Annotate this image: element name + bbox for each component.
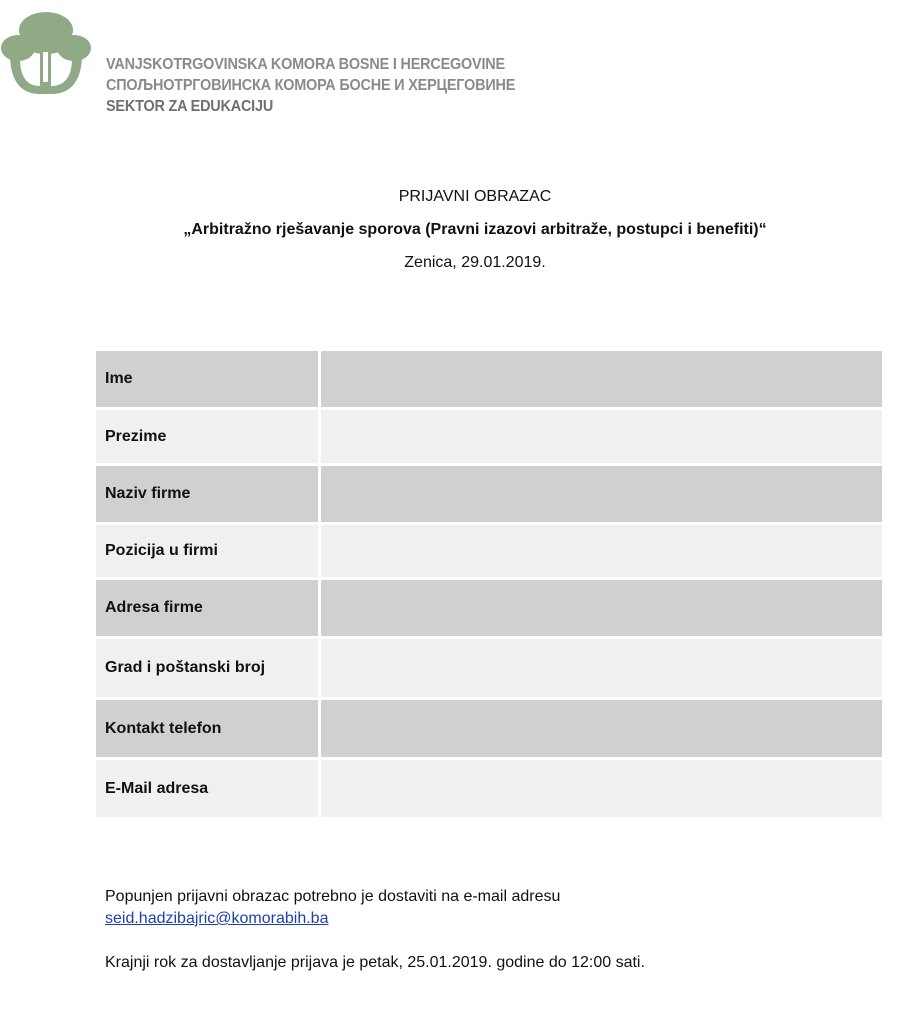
submission-instructions xyxy=(105,886,865,974)
org-sector: SEKTOR ZA EDUKACIJU xyxy=(106,98,274,115)
chamber-logo-icon xyxy=(0,8,92,100)
instruction-text: Popunjen prijavni obrazac potrebno je dostaviti na e-mail adresu xyxy=(105,888,561,905)
field-label: Ime xyxy=(96,351,321,407)
organization-name xyxy=(106,54,515,117)
field-input-prezime[interactable] xyxy=(321,410,882,463)
title-block xyxy=(0,186,900,274)
form-row-kontakt-telefon xyxy=(96,700,882,760)
form-row-naziv-firme xyxy=(96,466,882,525)
field-input-grad[interactable] xyxy=(321,639,882,697)
form-row-email xyxy=(96,760,882,820)
form-title: PRIJAVNI OBRAZAC xyxy=(398,188,552,205)
form-row-adresa-firme xyxy=(96,580,882,639)
field-label: Grad i poštanski broj xyxy=(96,639,321,697)
field-label: Adresa firme xyxy=(96,580,321,636)
field-label: Prezime xyxy=(96,410,321,463)
field-input-email[interactable] xyxy=(321,760,882,817)
org-name-cyrillic: СПОЉНОТРГОВИНСКА КОМОРА БОСНЕ И ХЕРЦЕГОВИНЕ xyxy=(106,77,516,94)
field-label: Naziv firme xyxy=(96,466,321,522)
email-link[interactable]: seid.hadzibajric@komorabih.ba xyxy=(105,910,329,927)
field-input-kontakt-telefon[interactable] xyxy=(321,700,882,757)
field-label: Pozicija u firmi xyxy=(96,525,321,577)
form-row-grad xyxy=(96,639,882,700)
event-place-date: Zenica, 29.01.2019. xyxy=(404,254,546,271)
field-input-adresa-firme[interactable] xyxy=(321,580,882,636)
field-input-ime[interactable] xyxy=(321,351,882,407)
field-input-pozicija[interactable] xyxy=(321,525,882,577)
org-name-latin: VANJSKOTRGOVINSKA KOMORA BOSNE I HERCEGOVINE xyxy=(106,56,505,73)
form-row-prezime xyxy=(96,410,882,466)
field-label: Kontakt telefon xyxy=(96,700,321,757)
event-title: „Arbitražno rješavanje sporova (Pravni izazovi arbitraže, postupci i benefiti)“ xyxy=(183,221,767,238)
application-form-table xyxy=(96,351,882,820)
field-label: E-Mail adresa xyxy=(96,760,321,817)
form-row-ime xyxy=(96,351,882,410)
field-input-naziv-firme[interactable] xyxy=(321,466,882,522)
deadline-text: Krajnji rok za dostavljanje prijava je petak, 25.01.2019. godine do 12:00 sati. xyxy=(105,954,645,971)
form-row-pozicija xyxy=(96,525,882,580)
